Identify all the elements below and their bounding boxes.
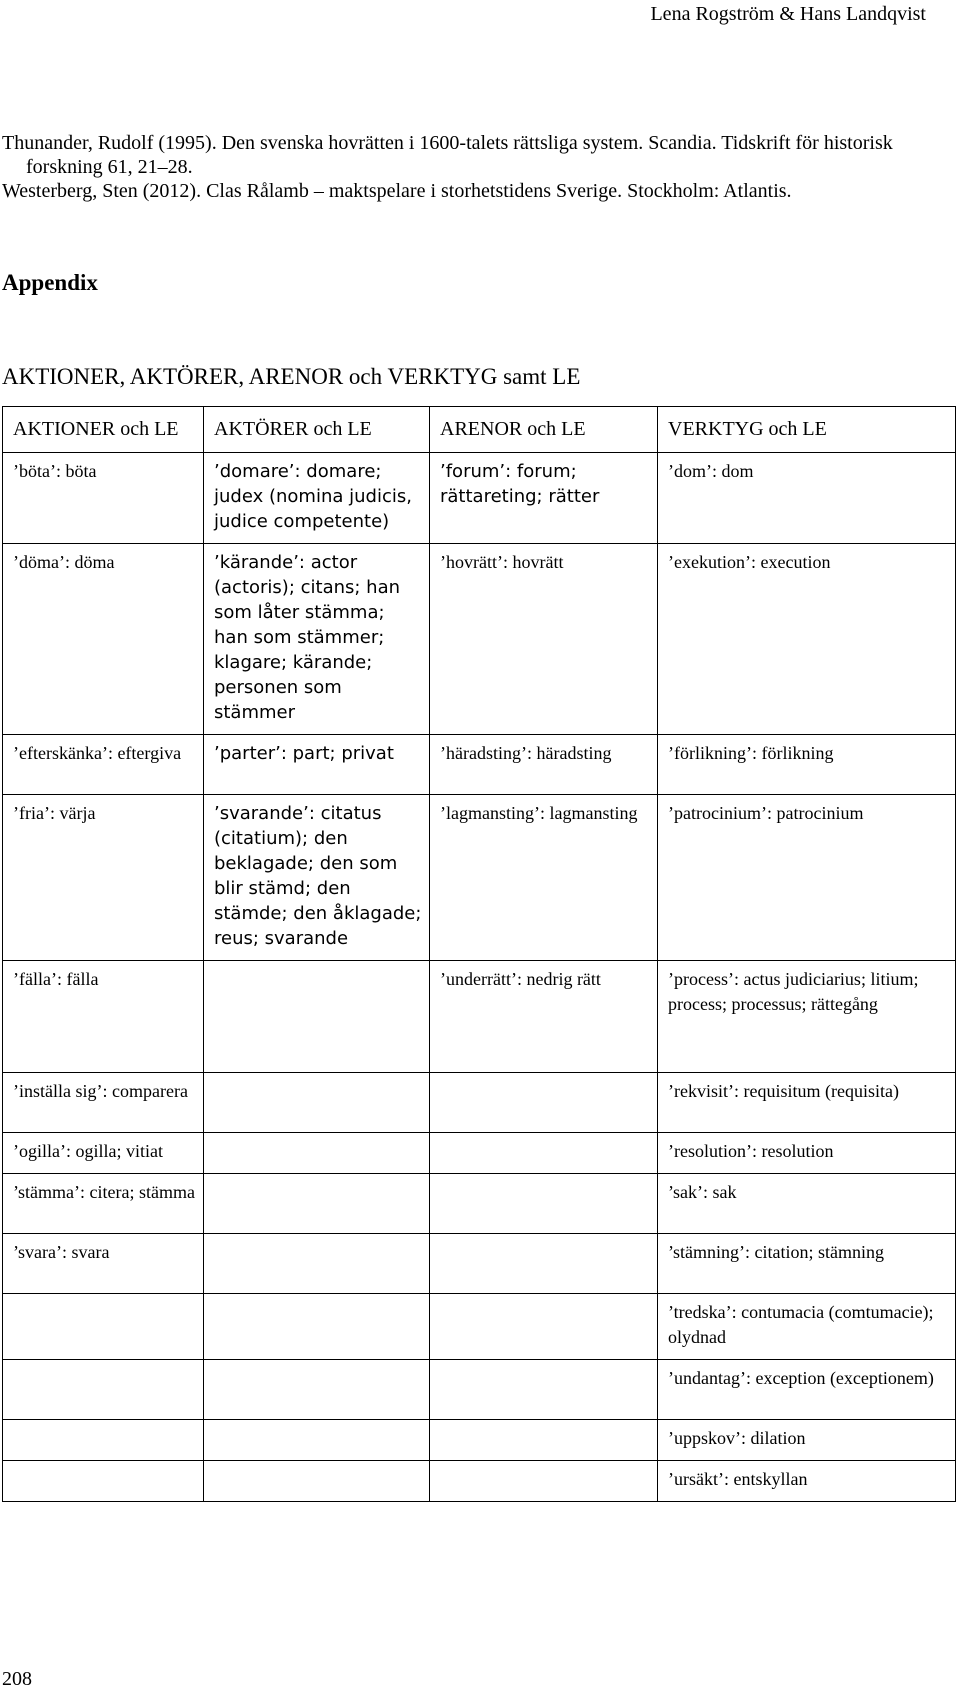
reference-entry: Westerberg, Sten (2012). Clas Rålamb – maktspelare i storhetstidens Sverige. Stockholm: Atlantis. — [2, 180, 792, 202]
table-cell: ’dom’: dom — [658, 453, 956, 544]
table-row — [3, 544, 956, 735]
table-cell — [430, 1461, 658, 1502]
table-row — [3, 735, 956, 795]
table-cell — [204, 1133, 430, 1174]
table-cell: ’stämning’: citation; stämning — [658, 1234, 956, 1294]
table-cell — [430, 1360, 658, 1420]
table-cell: ’fria’: värja — [3, 795, 204, 961]
table-row — [3, 453, 956, 544]
table-cell — [204, 1360, 430, 1420]
table-row — [3, 1234, 956, 1294]
table-cell: ’exekution’: execution — [658, 544, 956, 735]
table-cell: ’svarande’: citatus (citatium); den beklagade; den som blir stämd; den stämde; den åklagade; reus; svarande — [204, 795, 430, 961]
column-header-arenor: ARENOR och LE — [430, 407, 658, 453]
table-cell — [3, 1461, 204, 1502]
table-row — [3, 1174, 956, 1234]
reference-entry: Thunander, Rudolf (1995). Den svenska hovrätten i 1600-talets rättsliga system. Scandia. Tidskrift för historisk forskning 61, 21–28. — [2, 132, 893, 178]
table-cell: ’böta’: böta — [3, 453, 204, 544]
table-cell: ’häradsting’: häradsting — [430, 735, 658, 795]
reference-list — [2, 131, 942, 203]
table-cell: ’tredska’: contumacia (comtumacie); olydnad — [658, 1294, 956, 1360]
column-header-verktyg: VERKTYG och LE — [658, 407, 956, 453]
table-cell: ’kärande’: actor (actoris); citans; han som låter stämma; han som stämmer; klagare; kärande; personen som stämmer — [204, 544, 430, 735]
table-cell — [204, 1073, 430, 1133]
table-cell: ’hovrätt’: hovrätt — [430, 544, 658, 735]
table-cell — [430, 1294, 658, 1360]
table-row — [3, 1133, 956, 1174]
running-head: Lena Rogström & Hans Landqvist — [650, 3, 926, 25]
page-number: 208 — [2, 1668, 32, 1690]
table-header-row — [3, 407, 956, 453]
table-cell: ’patrocinium’: patrocinium — [658, 795, 956, 961]
table-row — [3, 1360, 956, 1420]
table-cell: ’underrätt’: nedrig rätt — [430, 961, 658, 1073]
table-cell: ’efterskänka’: eftergiva — [3, 735, 204, 795]
table-cell — [204, 1174, 430, 1234]
table-row — [3, 1073, 956, 1133]
table-cell — [204, 1420, 430, 1461]
table-cell: ’undantag’: exception (exceptionem) — [658, 1360, 956, 1420]
table-cell — [204, 961, 430, 1073]
table-cell: ’process’: actus judiciarius; litium; process; processus; rättegång — [658, 961, 956, 1073]
table-cell: ’fälla’: fälla — [3, 961, 204, 1073]
table-row — [3, 961, 956, 1073]
table-cell — [3, 1360, 204, 1420]
table-cell: ’domare’: domare; judex (nomina judicis, judice competente) — [204, 453, 430, 544]
table-cell: ’ogilla’: ogilla; vitiat — [3, 1133, 204, 1174]
table-row — [3, 1420, 956, 1461]
table-cell: ’ursäkt’: entskyllan — [658, 1461, 956, 1502]
table-row — [3, 795, 956, 961]
appendix-table — [2, 406, 956, 1502]
table-cell — [204, 1461, 430, 1502]
column-header-aktorer: AKTÖRER och LE — [204, 407, 430, 453]
column-header-aktioner: AKTIONER och LE — [3, 407, 204, 453]
table-row — [3, 1461, 956, 1502]
table-cell: ’svara’: svara — [3, 1234, 204, 1294]
table-cell: ’uppskov’: dilation — [658, 1420, 956, 1461]
table-cell: ’sak’: sak — [658, 1174, 956, 1234]
table-cell — [430, 1234, 658, 1294]
table-cell — [430, 1420, 658, 1461]
table-cell: ’parter’: part; privat — [204, 735, 430, 795]
table-cell — [3, 1420, 204, 1461]
table-cell: ’förlikning’: förlikning — [658, 735, 956, 795]
table-row — [3, 1294, 956, 1360]
table-cell — [430, 1133, 658, 1174]
table-title: AKTIONER, AKTÖRER, ARENOR och VERKTYG samt LE — [2, 364, 581, 389]
table-cell: ’lagmansting’: lagmansting — [430, 795, 658, 961]
table-cell — [204, 1234, 430, 1294]
table-cell — [430, 1174, 658, 1234]
table-cell — [430, 1073, 658, 1133]
table-cell: ’inställa sig’: comparera — [3, 1073, 204, 1133]
table-cell: ’resolution’: resolution — [658, 1133, 956, 1174]
table-cell: ’forum’: forum; rättareting; rätter — [430, 453, 658, 544]
table-cell — [3, 1294, 204, 1360]
appendix-heading: Appendix — [2, 270, 98, 295]
table-cell: ’döma’: döma — [3, 544, 204, 735]
table-cell — [204, 1294, 430, 1360]
table-cell: ’rekvisit’: requisitum (requisita) — [658, 1073, 956, 1133]
table-cell: ’stämma’: citera; stämma — [3, 1174, 204, 1234]
